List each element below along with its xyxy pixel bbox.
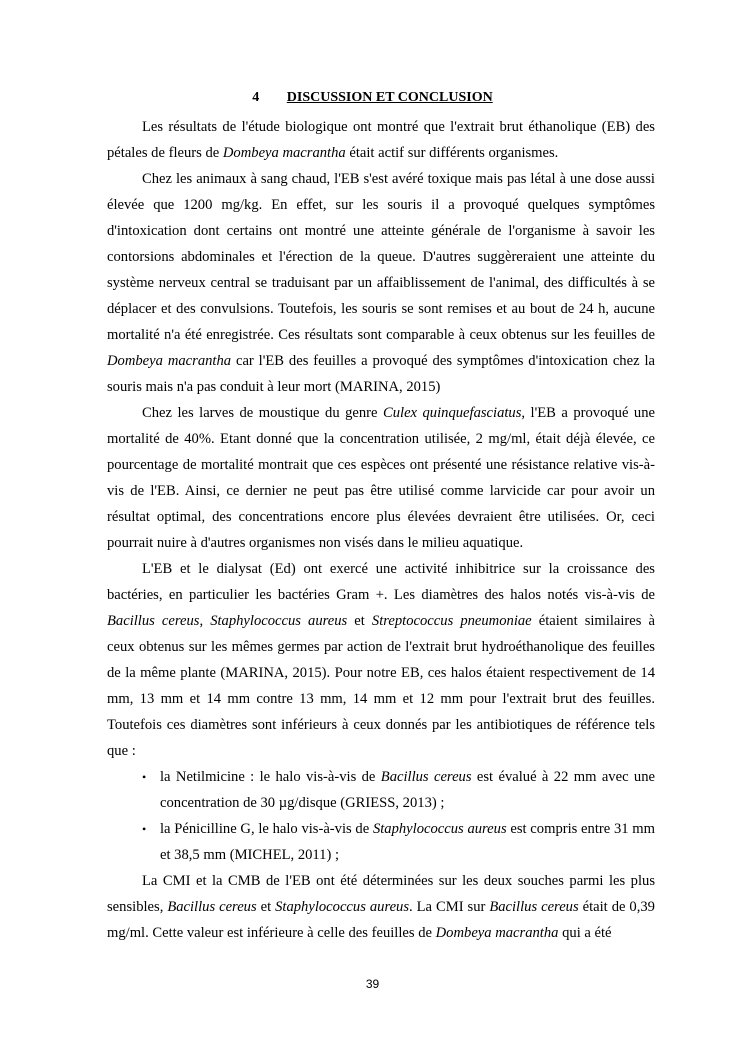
paragraph-cmi-cmb: La CMI et la CMB de l'EB ont été déterminées sur les deux souches parmi les plus sensibles, Bacillus cereus et Staphylococcus aureus. La CMI sur Bacillus cereus était de 0,39 mg/ml. Cette valeur est inférieure à celle des feuilles de Dombeya macrantha qui a été [107,873,655,941]
italic-term: Staphylococcus aureus [275,899,410,915]
paragraph-intro: Les résultats de l'étude biologique ont montré que l'extrait brut éthanolique (EB) des pétales de fleurs de Dombeya macrantha était actif sur différents organismes. [107,119,655,161]
page-number: 39 [365,977,380,991]
paragraph-antibacterial: L'EB et le dialysat (Ed) ont exercé une activité inhibitrice sur la croissance des bactéries, en particulier les bactéries Gram +. Les diamètres des halos notés vis-à-vis de Bacillus cereus, Staphylococcus aureus et Streptococcus pneumoniae étaient similaires à ceux obtenus sur les mêmes germes par action de l'extrait brut hydroéthanolique des feuilles de la même plante (MARINA, 2015). Pour notre EB, ces halos étaient respectivement de 14 mm, 13 mm et 14 mm contre 13 mm, 14 mm et 12 mm pour l'extrait brut des feuilles. Toutefois ces diamètres sont inférieurs à ceux donnés par les antibiotiques de référence tels que : [107,561,655,759]
italic-term: Bacillus cereus [380,769,472,785]
list-item-text: la Pénicilline G, le halo vis-à-vis de Staphylococcus aureus est compris entre 31 mm et 38,5 mm (MICHEL, 2011) ; [160,821,655,863]
paragraph-larvicide: Chez les larves de moustique du genre Culex quinquefasciatus, l'EB a provoqué une mortalité de 40%. Etant donné que la concentration utilisée, 2 mg/ml, était déjà élevée, ce pourcentage de mortalité montrait que ces espèces ont présenté une résistance relative vis-à-vis de l'EB. Ainsi, ce dernier ne peut pas être utilisé comme larvicide car pour avoir un résultat optimal, des concentrations encore plus élevées devraient être utilisées. Or, ceci pourrait nuire à d'autres organismes non visés dans le milieu aquatique. [107,405,655,551]
section-number: 4 [252,90,260,105]
body-text [107,114,655,946]
italic-term: Bacillus cereus [107,613,200,629]
bullet-icon: • [142,770,147,784]
list-item-text: la Netilmicine : le halo vis-à-vis de Bacillus cereus est évalué à 22 mm avec une concentration de 30 µg/disque (GRIESS, 2013) ; [160,769,655,811]
italic-term: Dombeya macrantha [222,145,346,161]
italic-term: Staphylococcus aureus [210,613,348,629]
reference-antibiotics-list [107,764,655,868]
section-heading [0,85,745,111]
italic-term: Dombeya macrantha [107,353,232,369]
italic-term: Bacillus cereus [167,899,257,915]
italic-term: Culex quinquefasciatus [382,405,522,421]
italic-term: Dombeya macrantha [435,925,559,941]
section-title: DISCUSSION ET CONCLUSION [286,90,493,105]
bullet-icon: • [142,822,147,836]
italic-term: Bacillus cereus [489,899,579,915]
list-item [107,764,655,816]
paragraph-toxicity: Chez les animaux à sang chaud, l'EB s'est avéré toxique mais pas létal à une dose aussi élevée que 1200 mg/kg. En effet, sur les souris il a provoqué quelques symptômes d'intoxication dont certains ont montré une atteinte générale de l'organisme à savoir les contorsions abdominales et l'érection de la queue. D'autres suggèreraient une atteinte du système nerveux central se traduisant par un affaiblissement de l'animal, des difficultés à se déplacer et des convulsions. Toutefois, les souris se sont remises et au bout de 24 h, aucune mortalité n'a été enregistrée. Ces résultats sont comparable à ceux obtenus sur les feuilles de Dombeya macrantha car l'EB des feuilles a provoqué des symptômes d'intoxication chez la souris mais n'a pas conduit à leur mort (MARINA, 2015) [107,171,655,395]
list-item [107,816,655,868]
italic-term: Staphylococcus aureus [372,821,507,837]
italic-term: Streptococcus pneumoniae [371,613,532,629]
